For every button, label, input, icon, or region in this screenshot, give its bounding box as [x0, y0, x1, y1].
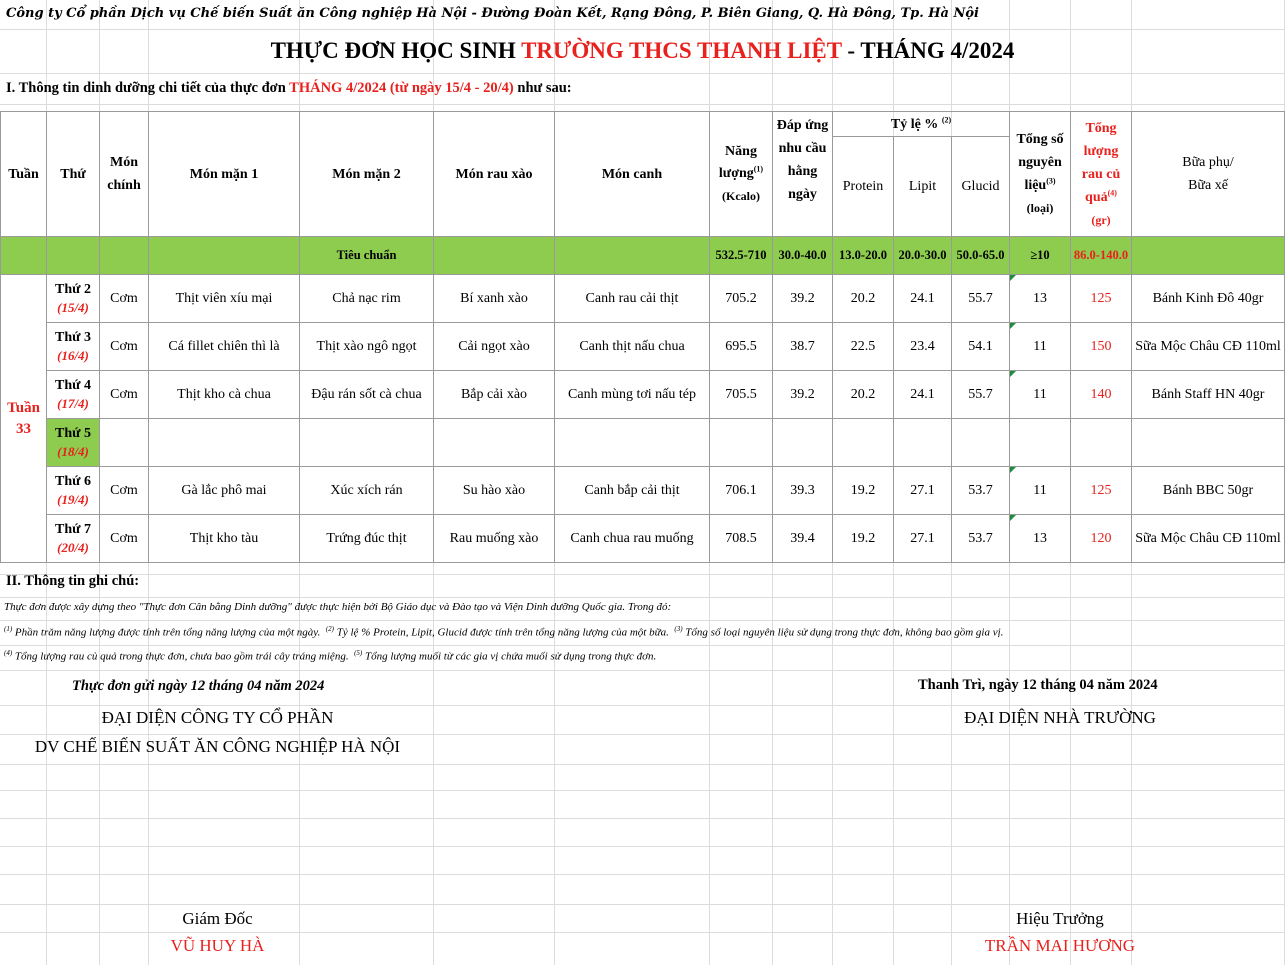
- cell-glucid: 53.7: [952, 467, 1010, 515]
- day-cell: [47, 467, 100, 515]
- cell-dish1: Thịt viên xíu mại: [149, 275, 300, 323]
- note-3: Tổng số loại nguyên liệu sử dụng trong thực đơn, không bao gồm gia vị.: [685, 626, 1004, 639]
- cell-snack: Bánh Staff HN 40gr: [1132, 371, 1285, 419]
- header-energy-sup: (1): [753, 163, 764, 173]
- header-ingredients-sup: (3): [1046, 176, 1056, 186]
- gridline-row: [0, 73, 1285, 74]
- gridline-row: [0, 734, 1285, 735]
- header-main: Món chính: [100, 112, 149, 237]
- note-line-1: [4, 625, 1003, 639]
- right-representative: ĐẠI DIỆN NHÀ TRƯỜNG: [964, 708, 1156, 727]
- cell-ingredients: 13: [1010, 275, 1071, 323]
- cell-main: Cơm: [100, 515, 149, 563]
- cell-ingredients: 13: [1010, 515, 1071, 563]
- gridline-row: [0, 846, 1285, 847]
- note-2: Tỷ lệ % Protein, Lipit, Glucid được tính trên tổng năng lượng của một bữa.: [336, 626, 669, 639]
- cell-dish1: Gà lắc phô mai: [149, 467, 300, 515]
- cell-daily: 39.2: [773, 275, 833, 323]
- right-signer-role: Hiệu Trưởng: [1016, 909, 1104, 928]
- cell-glucid: 53.7: [952, 515, 1010, 563]
- cell-vegetables: 125: [1071, 275, 1132, 323]
- header-energy-unit: (Kcalo): [722, 188, 760, 203]
- cell-dish2: Đậu rán sốt cà chua: [300, 371, 434, 419]
- comment-indicator-icon: [1010, 515, 1016, 521]
- menu-row: [1, 515, 1285, 563]
- note-1-sup: (1): [4, 625, 13, 633]
- title-part-1: THỰC ĐƠN HỌC SINH: [270, 38, 516, 63]
- header-vegetables-sup: (4): [1107, 187, 1117, 197]
- header-ingredients-unit: (loại): [1026, 201, 1054, 215]
- left-signer-role: Giám Đốc: [182, 909, 253, 928]
- standard-protein: 13.0-20.0: [833, 237, 894, 275]
- note-1: Phần trăm năng lượng được tính trên tổng năng lượng của một ngày.: [14, 626, 321, 639]
- day-name: Thứ 6: [54, 474, 92, 489]
- header-vegetable-dish: Món rau xào: [434, 112, 555, 237]
- cell-soup: Canh thịt nấu chua: [555, 323, 710, 371]
- note-4: Tổng lượng rau củ quả trong thực đơn, chưa bao gồm trái cây tráng miệng.: [14, 650, 349, 663]
- cell-glucid: 55.7: [952, 275, 1010, 323]
- cell-ingredients: 11: [1010, 323, 1071, 371]
- header-dish-2: Món mặn 2: [300, 112, 434, 237]
- menu-row: [1, 467, 1285, 515]
- day-date: (17/4): [57, 396, 89, 411]
- cell-snack: Bánh Kinh Đô 40gr: [1132, 275, 1285, 323]
- sent-date: Thực đơn gửi ngày 12 tháng 04 năm 2024: [72, 678, 325, 694]
- cell-energy: 705.5: [710, 371, 773, 419]
- comment-indicator-icon: [1010, 371, 1016, 377]
- cell-daily: 39.3: [773, 467, 833, 515]
- day-cell: [47, 275, 100, 323]
- cell-protein: 20.2: [833, 371, 894, 419]
- cell-protein: [833, 419, 894, 467]
- cell-veg: Cải ngọt xào: [434, 323, 555, 371]
- cell-daily: 39.2: [773, 371, 833, 419]
- title-school: TRƯỜNG THCS THANH LIỆT: [521, 38, 842, 63]
- note-3-sup: (3): [674, 625, 683, 633]
- cell-lipit: 24.1: [894, 275, 952, 323]
- gridline-row: [0, 904, 1285, 905]
- cell-soup: Canh mùng tơi nấu tép: [555, 371, 710, 419]
- cell-dish2: Xúc xích rán: [300, 467, 434, 515]
- gridline-row: [0, 874, 1285, 875]
- cell-main: Cơm: [100, 275, 149, 323]
- note-5-sup: (5): [354, 649, 363, 657]
- day-name: Thứ 2: [54, 282, 92, 297]
- cell-protein: 22.5: [833, 323, 894, 371]
- standard-energy: 532.5-710: [710, 237, 773, 275]
- cell-vegetables: 120: [1071, 515, 1132, 563]
- cell-energy: 705.2: [710, 275, 773, 323]
- cell-glucid: 55.7: [952, 371, 1010, 419]
- note-4-sup: (4): [4, 649, 13, 657]
- note-intro: Thực đơn được xây dựng theo "Thực đơn Cân bằng Dinh dưỡng" được thực hiện bởi Bộ Giáo dục và Đào tạo và Viện Dinh dưỡng Quốc gia. Trong đó:: [4, 601, 672, 613]
- cell-daily: 38.7: [773, 323, 833, 371]
- cell-ingredients: 11: [1010, 467, 1071, 515]
- cell-lipit: 27.1: [894, 467, 952, 515]
- gridline-row: [0, 764, 1285, 765]
- cell-lipit: 24.1: [894, 371, 952, 419]
- cell-protein: 19.2: [833, 467, 894, 515]
- gridline-row: [0, 104, 1285, 105]
- title-part-3: - THÁNG 4/2024: [847, 38, 1015, 63]
- left-representative-line-1: ĐẠI DIỆN CÔNG TY CỔ PHẦN: [101, 708, 334, 727]
- gridline-row: [0, 29, 1285, 30]
- left-representative-line-2: DV CHẾ BIẾN SUẤT ĂN CÔNG NGHIỆP HÀ NỘI: [34, 737, 401, 756]
- cell-energy: 706.1: [710, 467, 773, 515]
- header-protein: Protein: [833, 137, 894, 237]
- standard-lipit: 20.0-30.0: [894, 237, 952, 275]
- standard-label: Tiêu chuẩn: [300, 237, 434, 275]
- day-cell: [47, 419, 100, 467]
- gridline-row: [0, 574, 1285, 575]
- day-date: (19/4): [57, 492, 89, 507]
- header-ingredients: [1010, 112, 1071, 237]
- header-week: Tuần: [1, 112, 47, 237]
- header-vegetables: [1071, 112, 1132, 237]
- cell-dish1: [149, 419, 300, 467]
- cell-lipit: 27.1: [894, 515, 952, 563]
- cell-dish2: Chả nạc rim: [300, 275, 434, 323]
- day-date: (20/4): [57, 540, 89, 555]
- cell-vegetables: [1071, 419, 1132, 467]
- cell-ingredients: 11: [1010, 371, 1071, 419]
- header-dish-1: Món mặn 1: [149, 112, 300, 237]
- cell-daily: 39.4: [773, 515, 833, 563]
- gridline-row: [0, 597, 1285, 598]
- cell-veg: Su hào xào: [434, 467, 555, 515]
- note-line-2: [4, 649, 656, 663]
- cell-glucid: [952, 419, 1010, 467]
- cell-vegetables: 125: [1071, 467, 1132, 515]
- left-signer-name: VŨ HUY HÀ: [170, 936, 265, 955]
- cell-daily: [773, 419, 833, 467]
- day-cell: [47, 323, 100, 371]
- cell-snack: Bánh BBC 50gr: [1132, 467, 1285, 515]
- gridline-row: [0, 705, 1285, 706]
- cell-lipit: [894, 419, 952, 467]
- cell-vegetables: 140: [1071, 371, 1132, 419]
- header-ratio-label: Tỷ lệ %: [890, 116, 939, 132]
- header-row-1: [1, 112, 1285, 137]
- menu-row: [1, 419, 1285, 467]
- day-date: (16/4): [57, 348, 89, 363]
- menu-row: [1, 323, 1285, 371]
- note-5: Tổng lượng muối từ các gia vị chứa muối sử dụng trong thực đơn.: [365, 650, 657, 663]
- right-signer-name: TRẦN MAI HƯƠNG: [984, 936, 1136, 955]
- gridline-row: [0, 932, 1285, 933]
- standard-vegetables: 86.0-140.0: [1071, 237, 1132, 275]
- cell-dish1: Cá fillet chiên thì là: [149, 323, 300, 371]
- day-date: (18/4): [57, 444, 89, 459]
- gridline-row: [0, 620, 1285, 621]
- header-lipit: Lipit: [894, 137, 952, 237]
- standard-daily: 30.0-40.0: [773, 237, 833, 275]
- cell-dish2: [300, 419, 434, 467]
- comment-indicator-icon: [1010, 467, 1016, 473]
- cell-dish1: Thịt kho tàu: [149, 515, 300, 563]
- cell-snack: Sữa Mộc Châu CĐ 110ml: [1132, 323, 1285, 371]
- cell-main: [100, 419, 149, 467]
- cell-dish2: Trứng đúc thịt: [300, 515, 434, 563]
- cell-energy: 695.5: [710, 323, 773, 371]
- cell-soup: Canh bắp cải thịt: [555, 467, 710, 515]
- cell-energy: [710, 419, 773, 467]
- cell-main: Cơm: [100, 371, 149, 419]
- cell-glucid: 54.1: [952, 323, 1010, 371]
- cell-soup: Canh chua rau muống: [555, 515, 710, 563]
- page-title: [0, 38, 1285, 64]
- day-name: Thứ 4: [54, 378, 92, 393]
- header-snack: Bữa phụ/ Bữa xế: [1132, 112, 1285, 237]
- standard-ingredients: ≥10: [1010, 237, 1071, 275]
- comment-indicator-icon: [1010, 275, 1016, 281]
- header-daily: Đáp ứng nhu cầu hằng ngày: [773, 112, 833, 237]
- cell-soup: [555, 419, 710, 467]
- day-name: Thứ 7: [54, 522, 92, 537]
- cell-energy: 708.5: [710, 515, 773, 563]
- cell-vegetables: 150: [1071, 323, 1132, 371]
- cell-soup: Canh rau cải thịt: [555, 275, 710, 323]
- cell-veg: Bắp cải xào: [434, 371, 555, 419]
- menu-row: [1, 371, 1285, 419]
- header-ingredients-label: Tổng số nguyên liệu: [1016, 132, 1064, 193]
- note-2-sup: (2): [325, 625, 334, 633]
- gridline-row: [0, 790, 1285, 791]
- cell-veg: Rau muống xào: [434, 515, 555, 563]
- section-1-prefix: I. Thông tin dinh dưỡng chi tiết của thực đơn: [6, 80, 286, 96]
- cell-protein: 19.2: [833, 515, 894, 563]
- day-date: (15/4): [57, 300, 89, 315]
- cell-snack: [1132, 419, 1285, 467]
- menu-table: [0, 111, 1285, 563]
- day-cell: [47, 515, 100, 563]
- header-ratio-sup: (2): [941, 114, 952, 124]
- header-day: Thứ: [47, 112, 100, 237]
- week-label: Tuần 33: [1, 275, 47, 563]
- company-line: Công ty Cổ phần Dịch vụ Chế biến Suất ăn Công nghiệp Hà Nội - Đường Đoàn Kết, Rạng Đông, P. Biên Giang, Q. Hà Đông, Tp. Hà Nội: [6, 6, 980, 21]
- cell-ingredients: [1010, 419, 1071, 467]
- comment-indicator-icon: [1010, 323, 1016, 329]
- section-1-highlight: THÁNG 4/2024 (từ ngày 15/4 - 20/4): [289, 80, 514, 96]
- day-cell: [47, 371, 100, 419]
- day-name: Thứ 5: [54, 426, 92, 441]
- standard-glucid: 50.0-65.0: [952, 237, 1010, 275]
- section-1-heading: [6, 80, 572, 97]
- cell-protein: 20.2: [833, 275, 894, 323]
- day-name: Thứ 3: [54, 330, 92, 345]
- header-energy-label: Năng lượng: [718, 143, 757, 181]
- place-date: Thanh Trì, ngày 12 tháng 04 năm 2024: [918, 677, 1158, 693]
- section-2-heading: II. Thông tin ghi chú:: [6, 573, 140, 589]
- header-glucid: Glucid: [952, 137, 1010, 237]
- cell-dish1: Thịt kho cà chua: [149, 371, 300, 419]
- gridline-row: [0, 670, 1285, 671]
- header-soup: Món canh: [555, 112, 710, 237]
- cell-main: Cơm: [100, 323, 149, 371]
- cell-lipit: 23.4: [894, 323, 952, 371]
- gridline-row: [0, 818, 1285, 819]
- cell-dish2: Thịt xào ngô ngọt: [300, 323, 434, 371]
- section-1-suffix: như sau:: [517, 80, 572, 96]
- cell-main: Cơm: [100, 467, 149, 515]
- cell-veg: Bí xanh xào: [434, 275, 555, 323]
- header-vegetables-unit: (gr): [1091, 212, 1111, 227]
- gridline-row: [0, 645, 1285, 646]
- cell-veg: [434, 419, 555, 467]
- header-energy: [710, 112, 773, 237]
- header-vegetables-label: Tổng lượng rau củ quả: [1081, 120, 1121, 205]
- header-ratio: [833, 112, 1010, 137]
- cell-snack: Sữa Mộc Châu CĐ 110ml: [1132, 515, 1285, 563]
- standard-row: [1, 237, 1285, 275]
- menu-row: [1, 275, 1285, 323]
- menu-body: [1, 275, 1285, 563]
